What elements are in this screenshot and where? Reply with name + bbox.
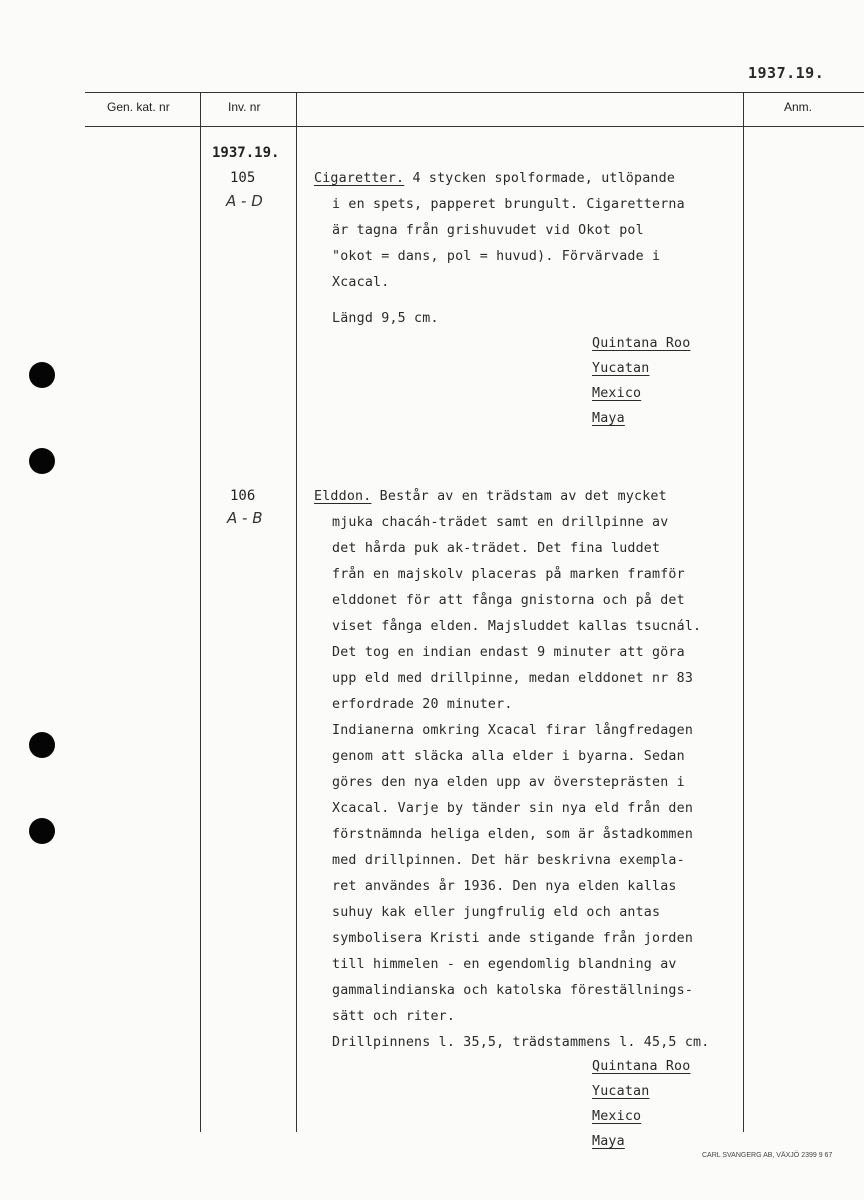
header-top-rule: [85, 92, 864, 93]
description-line: sätt och riter.: [332, 1009, 456, 1024]
place-state: Yucatan: [592, 361, 650, 376]
description-line: med drillpinnen. Det här beskrivna exempla-: [332, 853, 685, 868]
entry-number: 106: [230, 488, 256, 504]
place-culture: Maya: [592, 411, 625, 426]
header-inv-nr: Inv. nr: [228, 100, 261, 114]
description-line: Xcacal.: [332, 275, 390, 290]
description-line: Drillpinnens l. 35,5, trädstammens l. 45,5 cm.: [332, 1035, 710, 1050]
description-line: "okot = dans, pol = huvud). Förvärvade i: [332, 249, 661, 264]
description-line: suhuy kak eller jungfrulig eld och antas: [332, 905, 661, 920]
description-line: det hårda puk ak-trädet. Det fina luddet: [332, 541, 661, 556]
entry-year: 1937.19.: [212, 145, 280, 161]
description-line: Cigaretter. 4 stycken spolformade, utlöpande: [314, 171, 676, 186]
place-region: Quintana Roo: [592, 1059, 691, 1074]
description-line: Det tog en indian endast 9 minuter att göra: [332, 645, 685, 660]
description-line: symbolisera Kristi ande stigande från jorden: [332, 931, 694, 946]
object-title: Cigaretter.: [314, 171, 405, 186]
description-line: göres den nya elden upp av översteprästen i: [332, 775, 685, 790]
description-line: Längd 9,5 cm.: [332, 311, 439, 326]
header-gen-kat-nr: Gen. kat. nr: [107, 100, 170, 114]
description-line: gammalindianska och katolska föreställnings-: [332, 983, 694, 998]
description-line: är tagna från grishuvudet vid Okot pol: [332, 223, 644, 238]
place-culture: Maya: [592, 1134, 625, 1149]
punch-hole: [29, 818, 55, 844]
header-anm: Anm.: [784, 100, 813, 114]
description-line: förstnämnda heliga elden, som är åstadkommen: [332, 827, 694, 842]
entry-handwritten-range: A - D: [226, 192, 263, 210]
description-line: i en spets, papperet brungult. Cigaretterna: [332, 197, 685, 212]
entry-handwritten-range: A - B: [227, 509, 263, 527]
description-line: Xcacal. Varje by tänder sin nya eld från den: [332, 801, 694, 816]
description-line: genom att släcka alla elder i byarna. Sedan: [332, 749, 685, 764]
column-divider-2: [296, 92, 297, 1132]
description-line: erfordrade 20 minuter.: [332, 697, 513, 712]
description-line: Indianerna omkring Xcacal firar långfredagen: [332, 723, 694, 738]
description-line: viset fånga elden. Majsluddet kallas tsucnál.: [332, 619, 702, 634]
place-state: Yucatan: [592, 1084, 650, 1099]
description-line: upp eld med drillpinne, medan elddonet nr 83: [332, 671, 694, 686]
description-line: till himmelen - en egendomlig blandning av: [332, 957, 677, 972]
punch-hole: [29, 448, 55, 474]
entry-number: 105: [230, 170, 256, 186]
description-line: ret användes år 1936. Den nya elden kallas: [332, 879, 677, 894]
header-bottom-rule: [85, 126, 864, 127]
printer-mark: CARL SVANGERG AB, VÄXJÖ 2399 9 67: [702, 1152, 833, 1159]
place-region: Quintana Roo: [592, 336, 691, 351]
column-divider-3: [743, 92, 744, 1132]
page-number: 1937.19.: [748, 64, 825, 82]
description-line: Elddon. Består av en trädstam av det mycket: [314, 489, 667, 504]
punch-hole: [29, 732, 55, 758]
column-divider-1: [200, 92, 201, 1132]
punch-hole: [29, 362, 55, 388]
object-title: Elddon.: [314, 489, 372, 504]
place-country: Mexico: [592, 1109, 642, 1124]
description-line: från en majskolv placeras på marken framför: [332, 567, 685, 582]
place-country: Mexico: [592, 386, 642, 401]
description-line: elddonet för att fånga gnistorna och på det: [332, 593, 685, 608]
description-line: mjuka chacáh-trädet samt en drillpinne av: [332, 515, 669, 530]
